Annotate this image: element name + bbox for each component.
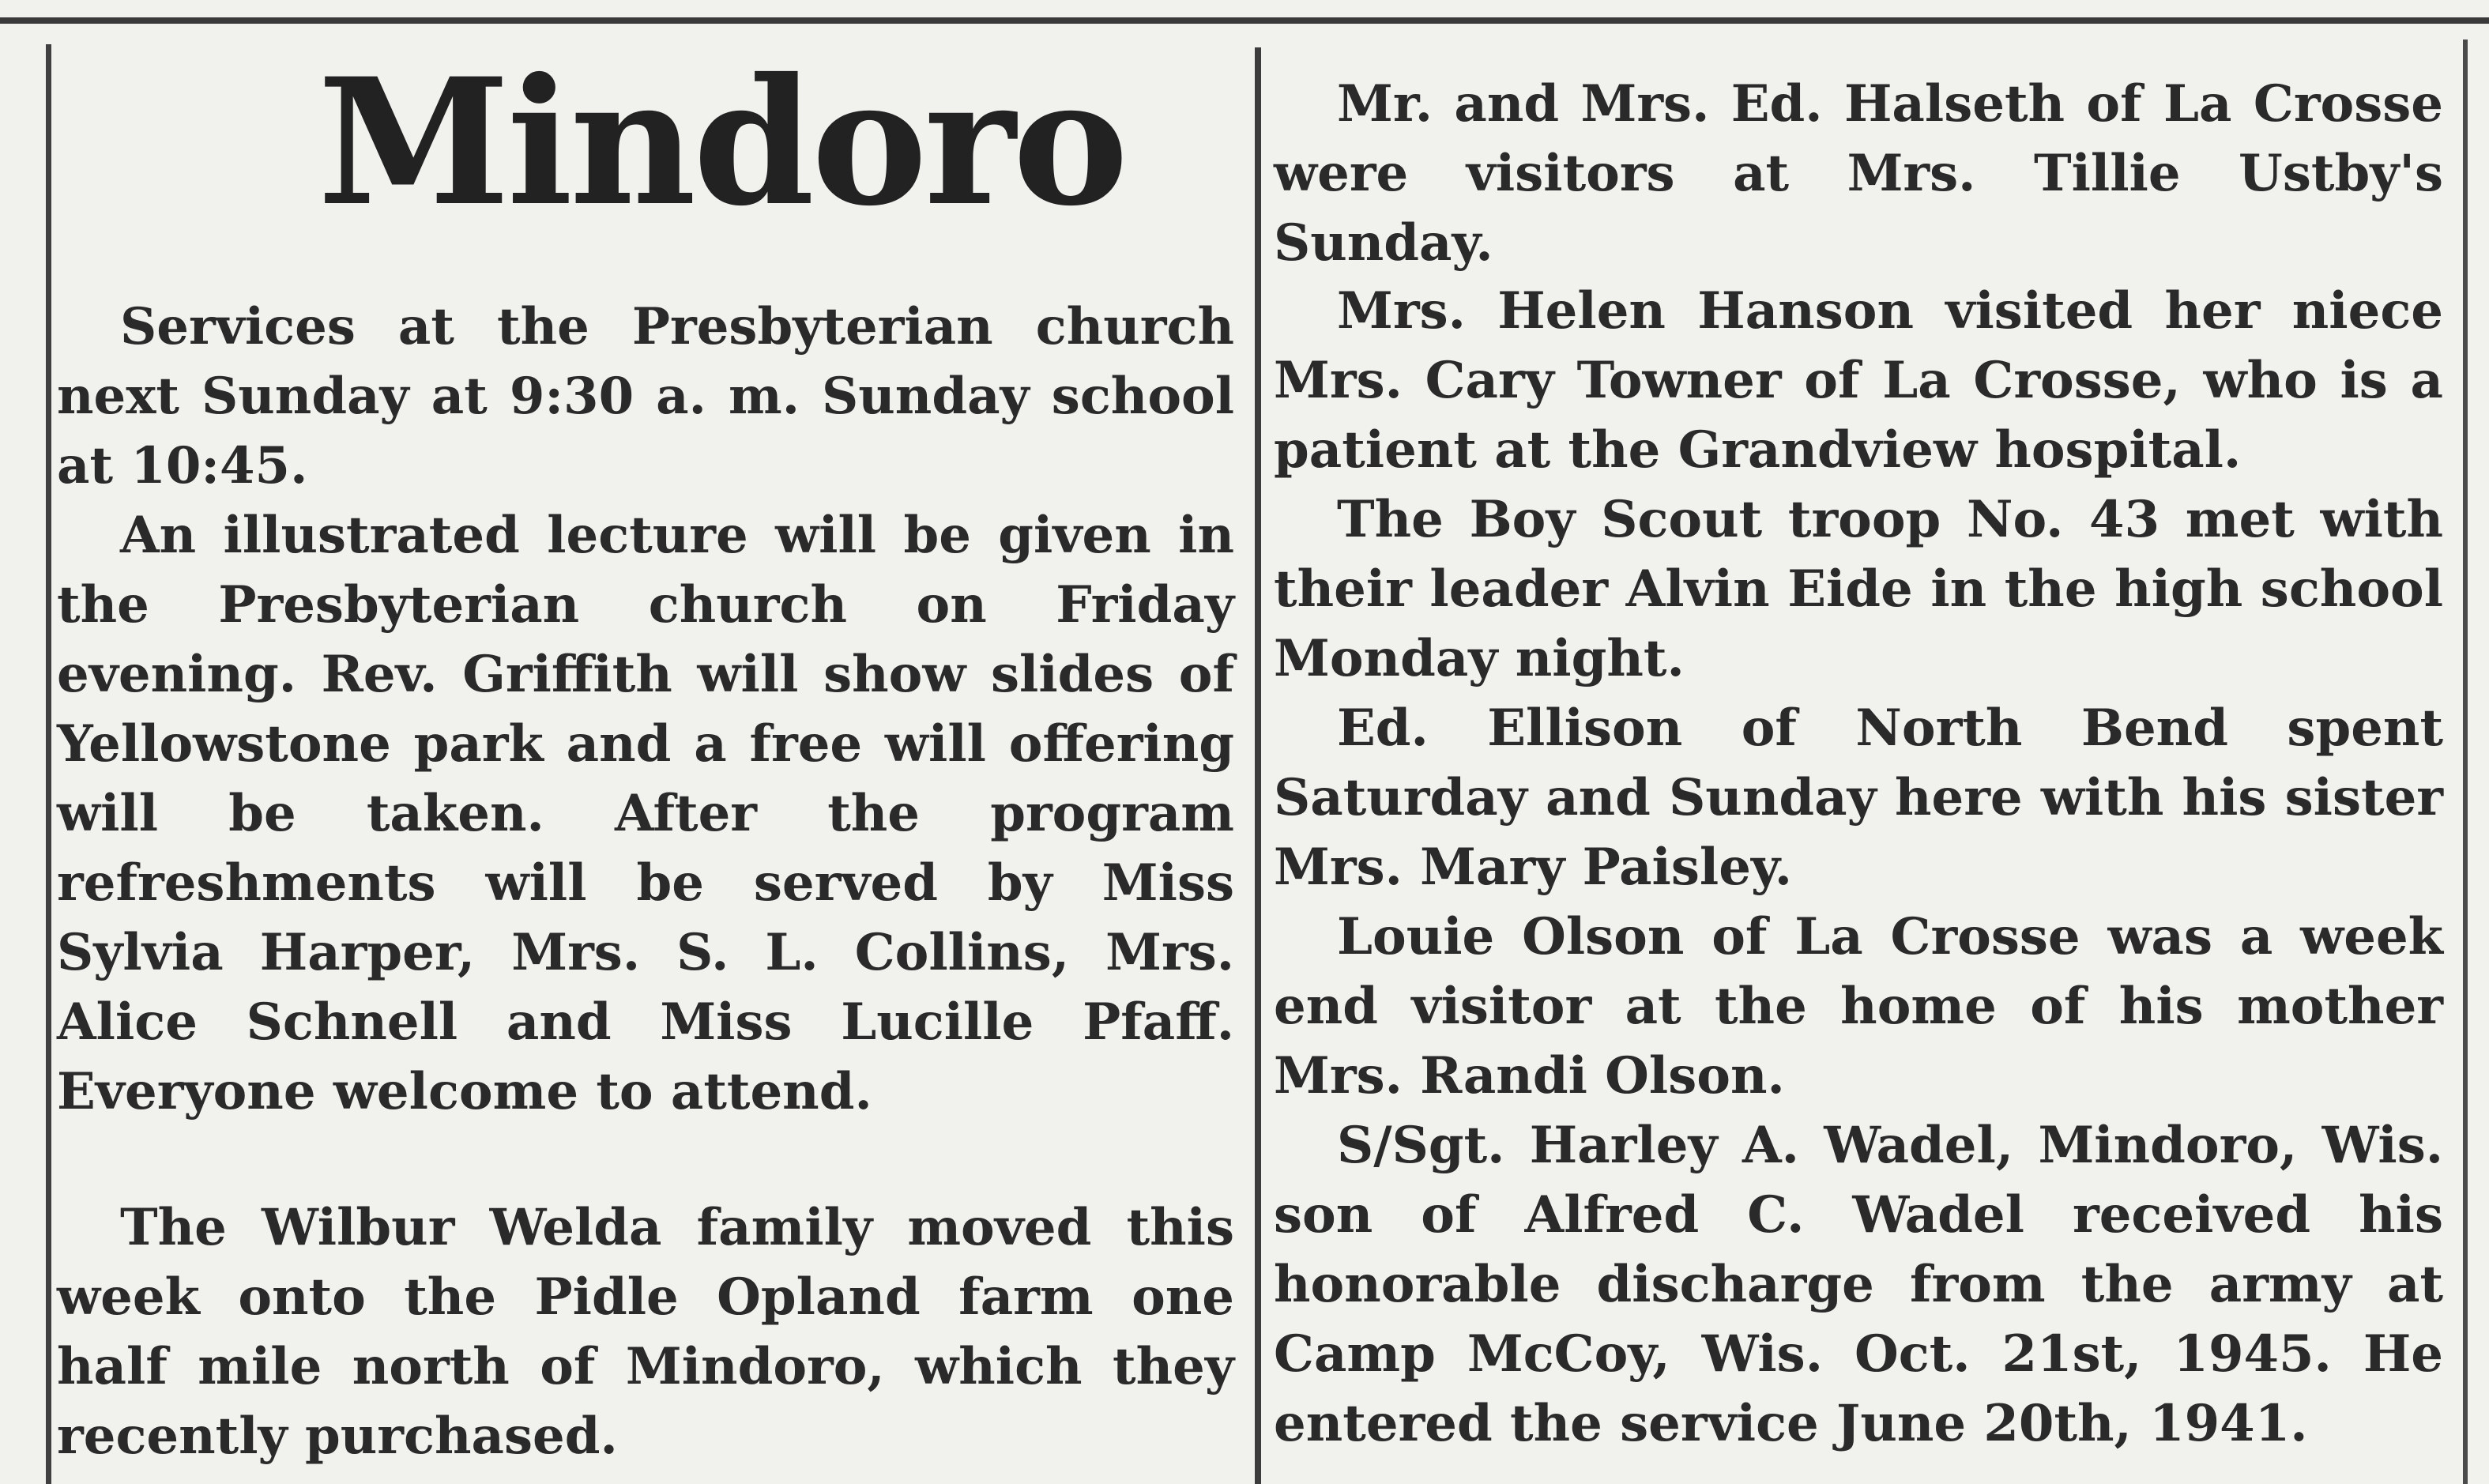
- paragraph-wadel-discharge: S/Sgt. Harley A. Wadel, Mindoro, Wis. son of Alfred C. Wadel received his honorable discharge from the army at Camp McCoy, Wis. Oct. 21st, 1945. He entered the service June 20th, 1941.: [1274, 1116, 2443, 1453]
- top-rule: [0, 17, 2489, 24]
- left-edge-rule: [46, 44, 51, 1484]
- right-edge-rule: [2463, 40, 2468, 1484]
- paragraph-halseth-visit: Mr. and Mrs. Ed. Halseth of La Crosse were visitors at Mrs. Tillie Ustby's Sunday.: [1274, 74, 2443, 273]
- paragraph-olson-visit: Louie Olson of La Crosse was a week end visitor at the home of his mother Mrs. Randi Olson.: [1274, 907, 2443, 1105]
- headline: Mindoro: [318, 40, 1126, 244]
- column-divider: [1255, 47, 1261, 1484]
- paragraph-church-services: Services at the Presbyterian church next Sunday at 9:30 a. m. Sunday school at 10:45.: [57, 297, 1234, 495]
- paragraph-hanson-visit: Mrs. Helen Hanson visited her niece Mrs. Cary Towner of La Crosse, who is a patient at the Grandview hospital.: [1274, 281, 2443, 480]
- paragraph-boy-scouts: The Boy Scout troop No. 43 met with their leader Alvin Eide in the high school Monday night.: [1274, 490, 2443, 688]
- paragraph-welda-family: The Wilbur Welda family moved this week onto the Pidle Opland farm one half mile north of Mindoro, which they recently purchased.: [57, 1198, 1234, 1466]
- paragraph-illustrated-lecture: An illustrated lecture will be given in the Presbyterian church on Friday evening. Rev. Griffith will show slides of Yellowstone park and a free will offering will be taken. After the program refreshments will be served by Miss Sylvia Harper, Mrs. S. L. Collins, Mrs. Alice Schnell and Miss Lucille Pfaff. Everyone welcome to attend.: [57, 506, 1234, 1121]
- paragraph-ellison-visit: Ed. Ellison of North Bend spent Saturday and Sunday here with his sister Mrs. Mary Paisley.: [1274, 699, 2443, 897]
